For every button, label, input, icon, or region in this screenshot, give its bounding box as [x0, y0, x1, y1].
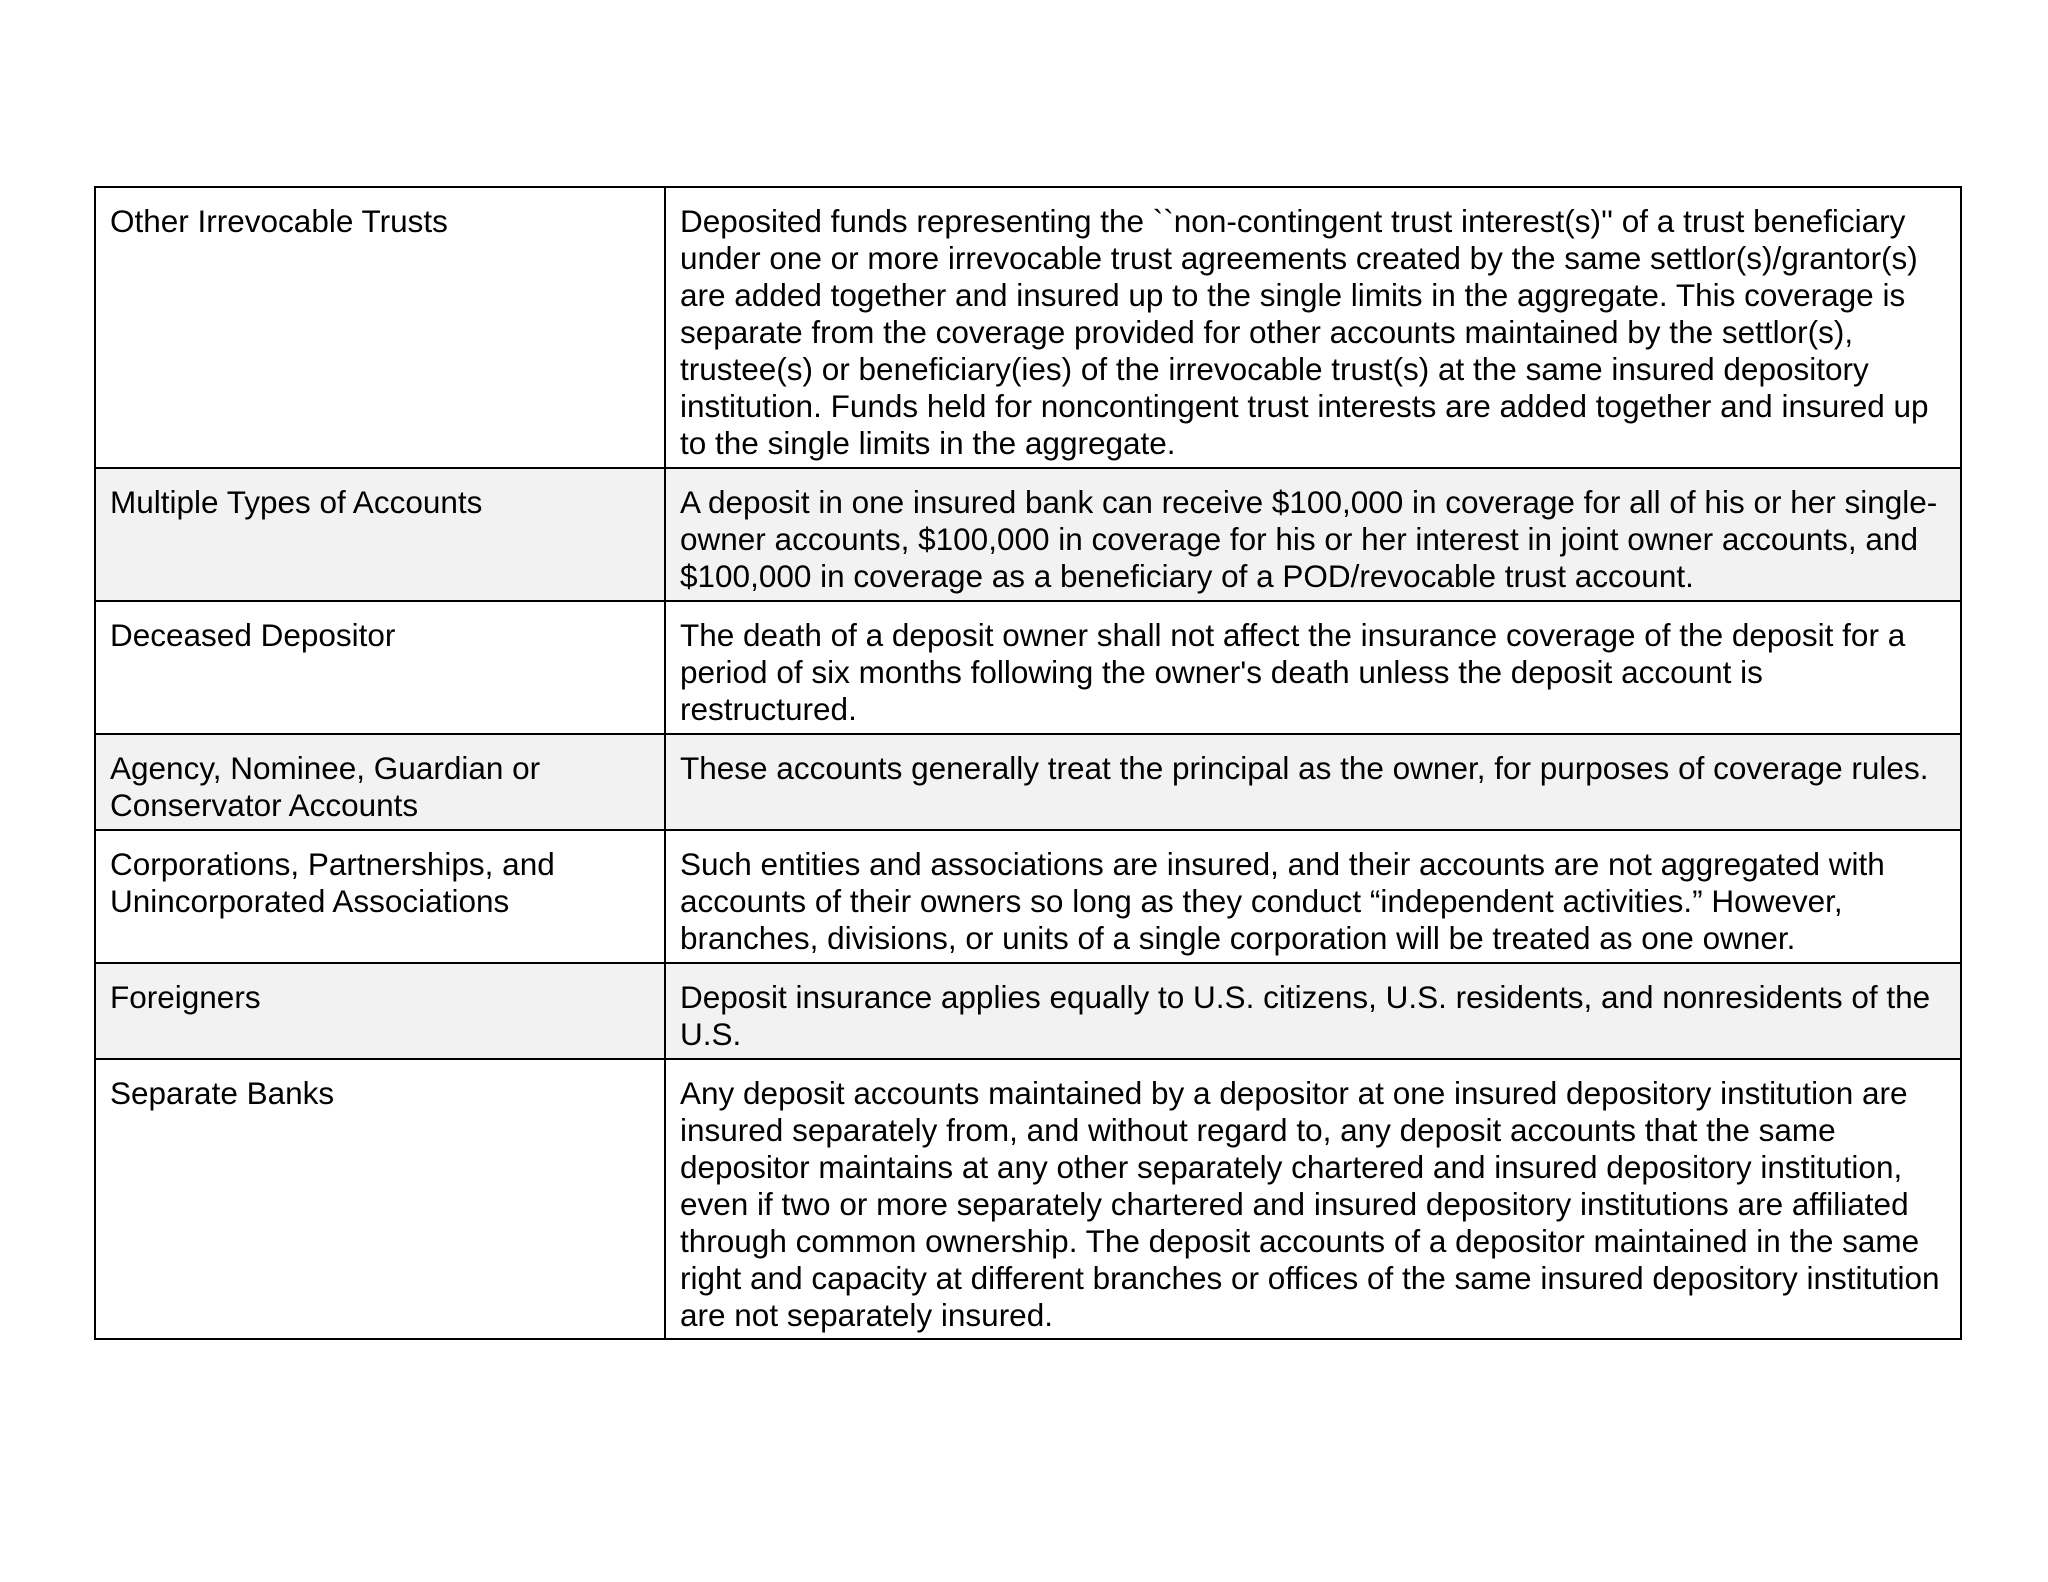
table-row [95, 1059, 1961, 1339]
coverage-rules-table [94, 186, 1962, 1340]
table-row [95, 830, 1961, 963]
table-row [95, 963, 1961, 1059]
table-row [95, 187, 1961, 468]
table-row [95, 601, 1961, 734]
description-cell: Deposited funds representing the ``non-contingent trust interest(s)'' of a trust beneficiary under one or more irrevocable trust agreements created by the same settlor(s)/grantor(s) are added together and insured up to the single limits in the aggregate. This coverage is separate from the coverage provided for other accounts maintained by the settlor(s), trustee(s) or beneficiary(ies) of the irrevocable trust(s) at the same insured depository institution. Funds held for noncontingent trust interests are added together and insured up to the single limits in the aggregate. [665, 187, 1961, 468]
description-cell: Any deposit accounts maintained by a depositor at one insured depository institution are insured separately from, and without regard to, any deposit accounts that the same depositor maintains at any other separately chartered and insured depository institution, even if two or more separately chartered and insured depository institutions are affiliated through common ownership. The deposit accounts of a depositor maintained in the same right and capacity at different branches or offices of the same insured depository institution are not separately insured. [665, 1059, 1961, 1339]
description-cell: A deposit in one insured bank can receive $100,000 in coverage for all of his or her single-owner accounts, $100,000 in coverage for his or her interest in joint owner accounts, and $100,000 in coverage as a beneficiary of a POD/revocable trust account. [665, 468, 1961, 601]
description-cell: Such entities and associations are insured, and their accounts are not aggregated with accounts of their owners so long as they conduct “independent activities.” However, branches, divisions, or units of a single corporation will be treated as one owner. [665, 830, 1961, 963]
description-cell: The death of a deposit owner shall not affect the insurance coverage of the deposit for a period of six months following the owner's death unless the deposit account is restructured. [665, 601, 1961, 734]
category-cell: Agency, Nominee, Guardian or Conservator Accounts [95, 734, 665, 830]
description-cell: These accounts generally treat the principal as the owner, for purposes of coverage rules. [665, 734, 1961, 830]
description-cell: Deposit insurance applies equally to U.S. citizens, U.S. residents, and nonresidents of the U.S. [665, 963, 1961, 1059]
category-cell: Multiple Types of Accounts [95, 468, 665, 601]
category-cell: Foreigners [95, 963, 665, 1059]
table-row [95, 468, 1961, 601]
category-cell: Separate Banks [95, 1059, 665, 1339]
category-cell: Other Irrevocable Trusts [95, 187, 665, 468]
category-cell: Deceased Depositor [95, 601, 665, 734]
category-cell: Corporations, Partnerships, and Unincorporated Associations [95, 830, 665, 963]
table-row [95, 734, 1961, 830]
